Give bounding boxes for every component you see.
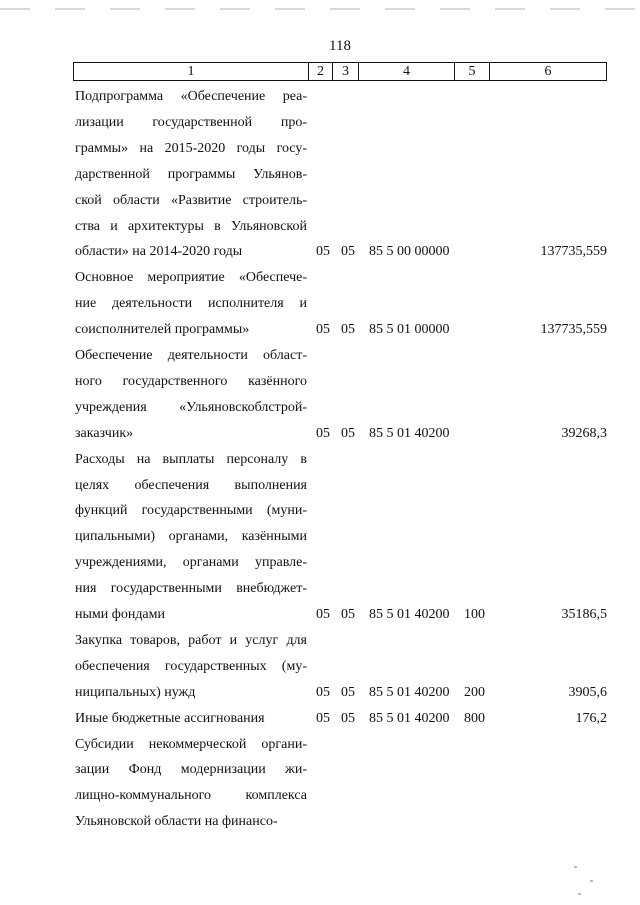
description-line: дарственной программы Ульянов- [75, 166, 307, 182]
description-line: области» на 2014-2020 годы [75, 244, 243, 260]
description-line: функций государственными (муни- [75, 503, 307, 519]
row-cell-c4: 85 5 01 40200 [369, 425, 450, 441]
column-header-6: 6 [490, 63, 607, 81]
description-line: учреждения «Ульяновскоблстрой- [75, 399, 307, 415]
column-header-4: 4 [359, 63, 455, 81]
description-line: соисполнителей программы» [75, 322, 250, 338]
description-line: Расходы на выплаты персоналу в [75, 451, 307, 467]
row-cell-c5: 800 [464, 710, 485, 726]
scan-speck [578, 893, 581, 895]
row-cell-c6: 137735,559 [540, 244, 607, 260]
row-cell-c2: 05 [316, 425, 330, 441]
row-description [75, 265, 307, 343]
description-line: Субсидии некоммерческой органи- [75, 736, 307, 752]
table-row [0, 732, 640, 836]
row-cell-c2: 05 [316, 710, 330, 726]
row-cell-c3: 05 [341, 322, 355, 338]
description-line: ными фондами [75, 607, 166, 623]
scan-speck [590, 880, 593, 882]
page-number: 118 [329, 38, 351, 54]
column-header-table [73, 62, 607, 81]
table-row [0, 265, 640, 343]
row-cell-c5: 100 [464, 606, 485, 622]
description-line: Обеспечение деятельности област- [75, 348, 307, 363]
row-description [75, 84, 307, 265]
description-line: ципальными) органами, казёнными [75, 529, 307, 545]
table-row [0, 343, 640, 447]
column-header-3: 3 [333, 63, 359, 81]
row-description [75, 447, 307, 628]
row-description [75, 343, 307, 447]
row-cell-c4: 85 5 01 40200 [369, 606, 450, 622]
row-cell-c3: 05 [341, 684, 355, 700]
description-line: Ульяновской области на финансо- [75, 814, 278, 830]
description-line: граммы» на 2015-2020 годы госу- [75, 140, 307, 156]
row-cell-c2: 05 [316, 322, 330, 338]
description-line: ства и архитектуры в Ульяновской [75, 218, 307, 234]
description-line: ние деятельности исполнителя и [75, 296, 307, 312]
scan-speck [574, 866, 577, 868]
description-line: ниципальных) нужд [75, 684, 196, 700]
row-cell-c3: 05 [341, 425, 355, 441]
row-description [75, 706, 307, 732]
column-header-2: 2 [309, 63, 333, 81]
description-line: Подпрограмма «Обеспечение реа- [75, 89, 307, 104]
row-cell-c6: 3905,6 [568, 684, 607, 700]
table-row [0, 84, 640, 265]
description-line: ного государственного казённого [75, 373, 307, 389]
description-line: Иные бюджетные ассигнования [75, 710, 265, 726]
row-cell-c6: 137735,559 [540, 322, 607, 338]
row-cell-c6: 35186,5 [561, 606, 607, 622]
description-line: учреждениями, органами управле- [75, 555, 307, 571]
table-row [0, 447, 640, 628]
description-line: целях обеспечения выполнения [75, 477, 307, 493]
description-line: Основное мероприятие «Обеспече- [75, 270, 307, 286]
row-cell-c3: 05 [341, 710, 355, 726]
description-line: лищно-коммунального комплекса [75, 788, 307, 804]
row-description [75, 628, 307, 706]
row-cell-c2: 05 [316, 684, 330, 700]
description-line: ния государственными внебюджет- [75, 581, 307, 597]
table-row [0, 706, 640, 732]
row-cell-c3: 05 [341, 244, 355, 260]
column-header-5: 5 [455, 63, 490, 81]
scan-edge-artifact [0, 8, 640, 10]
row-description [75, 732, 307, 836]
table-row [0, 628, 640, 706]
description-line: Закупка товаров, работ и услуг для [75, 632, 307, 648]
row-cell-c6: 39268,3 [561, 425, 607, 441]
row-cell-c4: 85 5 01 40200 [369, 710, 450, 726]
column-header-1: 1 [74, 63, 309, 81]
description-line: лизации государственной про- [75, 114, 307, 130]
description-line: ской области «Развитие строитель- [75, 192, 307, 208]
row-cell-c4: 85 5 01 00000 [369, 322, 450, 338]
row-cell-c2: 05 [316, 606, 330, 622]
row-cell-c3: 05 [341, 606, 355, 622]
row-cell-c4: 85 5 00 00000 [369, 244, 450, 260]
description-line: зации Фонд модернизации жи- [75, 762, 307, 778]
row-cell-c6: 176,2 [575, 710, 607, 726]
row-cell-c4: 85 5 01 40200 [369, 684, 450, 700]
description-line: заказчик» [75, 425, 134, 441]
row-cell-c2: 05 [316, 244, 330, 260]
row-cell-c5: 200 [464, 684, 485, 700]
description-line: обеспечения государственных (му- [75, 658, 307, 674]
